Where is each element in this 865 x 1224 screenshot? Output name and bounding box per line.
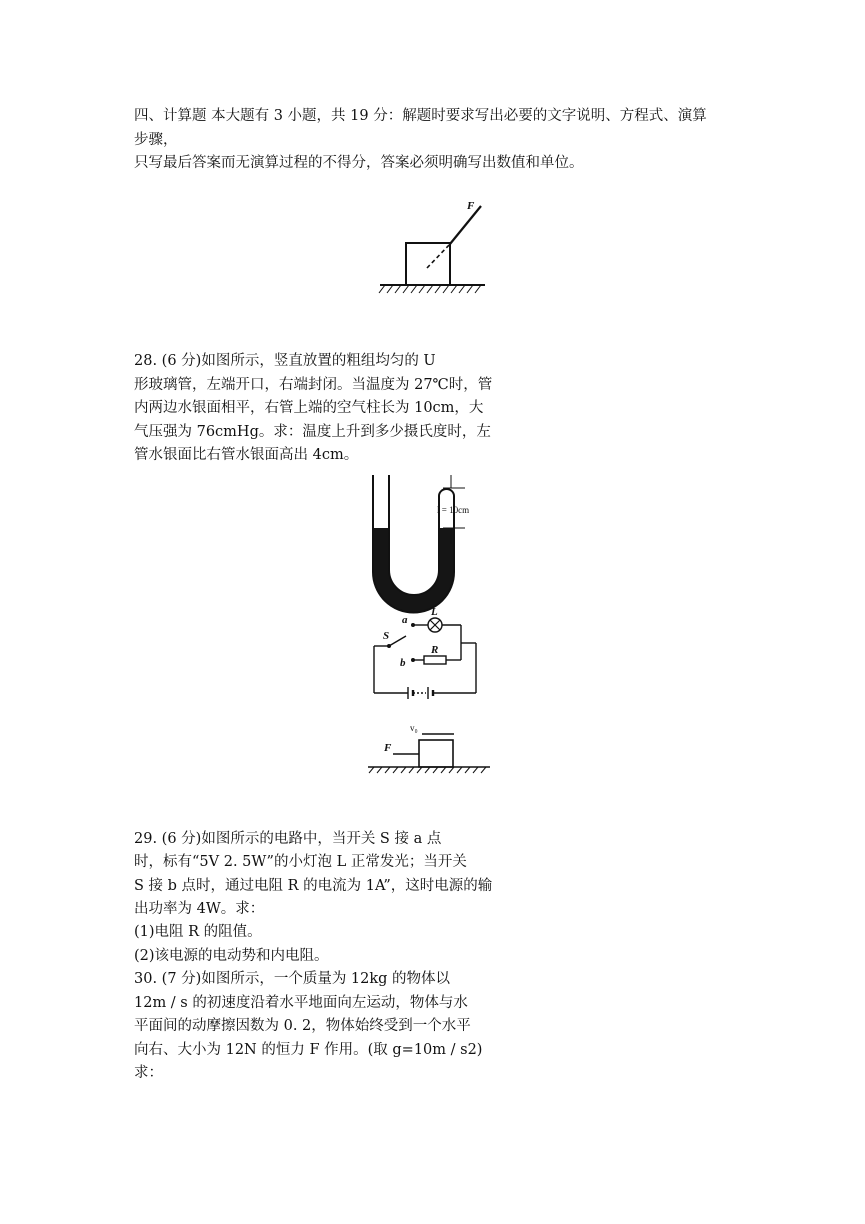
q28-line-2: 形玻璃管，左端开口，右端封闭。当温度为 27℃时，管 [134, 377, 493, 393]
switch-label: S [383, 630, 390, 642]
u-tube-figure [365, 470, 495, 620]
circuit-figure [368, 608, 493, 698]
point-a-label: a [402, 614, 408, 626]
friction-block-figure [366, 722, 496, 782]
lamp-label: L [431, 606, 438, 618]
q29-line-3: S 接 b 点时，通过电阻 R 的电流为 1A”，这时电源的输 [134, 878, 493, 894]
force-label: F [467, 200, 475, 212]
air-column-label: l = 10cm [437, 505, 470, 515]
resistor-label: R [431, 644, 439, 656]
q28-line-5: 管水银面比右管水银面高出 4cm。 [134, 447, 359, 463]
q29-line-4: 出功率为 4W。求： [134, 901, 265, 917]
q28-line-3: 内两边水银面相平，右管上端的空气柱长为 10cm，大 [134, 400, 484, 416]
q29-line-2: 时，标有“5V 2. 5W”的小灯泡 L 正常发光；当开关 [134, 854, 467, 870]
q30-line-2: 12m / s 的初速度沿着水平地面向左运动，物体与水 [134, 995, 468, 1011]
velocity-label: v₀ [410, 723, 418, 733]
force-f-label: F [384, 742, 392, 754]
q29-line-5: (1)电阻 R 的阻值。 [134, 924, 262, 940]
block-force-figure [375, 198, 495, 298]
section-header-line-1: 四、计算题 本大题有 3 小题，共 19 分：解题时要求写出必要的文字说明、方程式、演算 [134, 108, 707, 124]
q28-line-4: 气压强为 76cmHg。求：温度上升到多少摄氏度时，左 [134, 424, 491, 440]
q28-line-1: 28. (6 分)如图所示，竖直放置的粗组均匀的 U [134, 353, 436, 369]
q30-line-4: 向右、大小为 12N 的恒力 F 作用。(取 g=10m / s2) [134, 1042, 483, 1058]
point-b-label: b [400, 657, 406, 669]
q30-line-3: 平面间的动摩擦因数为 0. 2，物体始终受到一个水平 [134, 1018, 471, 1034]
q29-line-1: 29. (6 分)如图所示的电路中，当开关 S 接 a 点 [134, 831, 442, 847]
q29-line-6: (2)该电源的电动势和内电阻。 [134, 948, 329, 964]
q30-line-1: 30. (7 分)如图所示，一个质量为 12kg 的物体以 [134, 971, 451, 987]
section-header-line-2: 步骤， [134, 132, 178, 148]
q30-line-5: 求： [134, 1065, 163, 1081]
section-header-line-3: 只写最后答案而无演算过程的不得分，答案必须明确写出数值和单位。 [134, 155, 584, 171]
